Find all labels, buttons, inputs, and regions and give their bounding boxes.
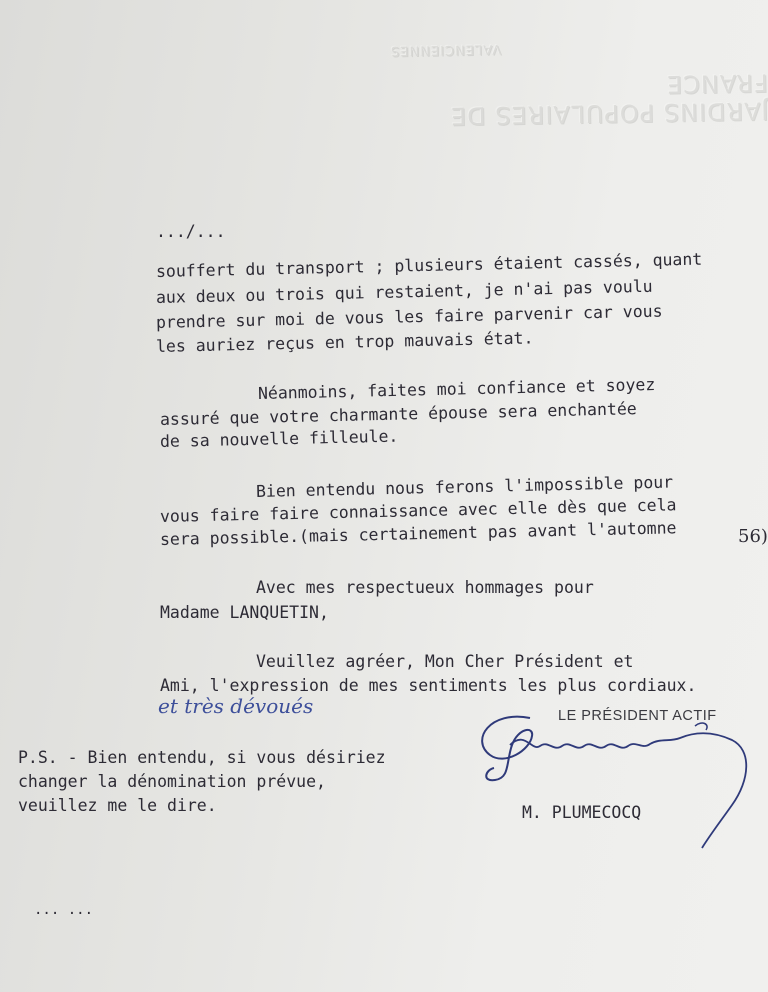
handwritten-signature	[470, 700, 760, 850]
paragraph-2-line-2: assuré que votre charmante épouse sera enchantée	[159, 399, 637, 429]
paragraph-4-line-1: Avec mes respectueux hommages pour	[256, 578, 594, 597]
paragraph-1-line-4: les auriez reçus en trop mauvais état.	[155, 328, 534, 356]
handwritten-year: 56)	[738, 526, 768, 547]
postscript-line-3: veuillez me le dire.	[18, 796, 217, 815]
paragraph-5-line-2: Ami, l'expression de mes sentiments les plus cordiaux.	[160, 676, 697, 695]
paragraph-3-line-3: sera possible.(mais certainement pas avant l'automne	[159, 518, 677, 549]
embossed-letterhead-title: JARDINS POPULAIRES DE FRANCE	[449, 68, 768, 130]
paragraph-4-line-2: Madame LANQUETIN,	[160, 603, 329, 622]
handwritten-addition: et très dévoués	[158, 694, 314, 718]
signatory-name: M. PLUMECOCQ	[522, 803, 642, 822]
president-stamp: LE PRÉSIDENT ACTIF	[558, 708, 717, 724]
paragraph-2-line-1: Néanmoins, faites moi confiance et soyez	[257, 374, 656, 403]
paragraph-2-line-3: de sa nouvelle filleule.	[159, 426, 399, 451]
embossed-letterhead-city: VALENCIENNES	[389, 41, 502, 58]
paragraph-5-line-1: Veuillez agréer, Mon Cher Président et	[256, 652, 634, 671]
paragraph-1-line-3: prendre sur moi de vous les faire parvenir car vous	[155, 301, 663, 332]
paragraph-3-line-1: Bien entendu nous ferons l'impossible pour	[255, 472, 674, 501]
postscript-line-1: P.S. - Bien entendu, si vous désiriez	[18, 748, 386, 767]
postscript-line-2: changer la dénomination prévue,	[18, 772, 326, 791]
footer-marks: ... ...	[34, 902, 94, 918]
paragraph-3-line-2: vous faire faire connaissance avec elle dès que cela	[159, 495, 677, 526]
page-continuation-marker: .../...	[156, 222, 226, 241]
paragraph-1-line-2: aux deux ou trois qui restaient, je n'ai pas voulu	[155, 276, 653, 307]
paragraph-1-line-1: souffert du transport ; plusieurs étaient cassés, quant	[155, 249, 703, 281]
